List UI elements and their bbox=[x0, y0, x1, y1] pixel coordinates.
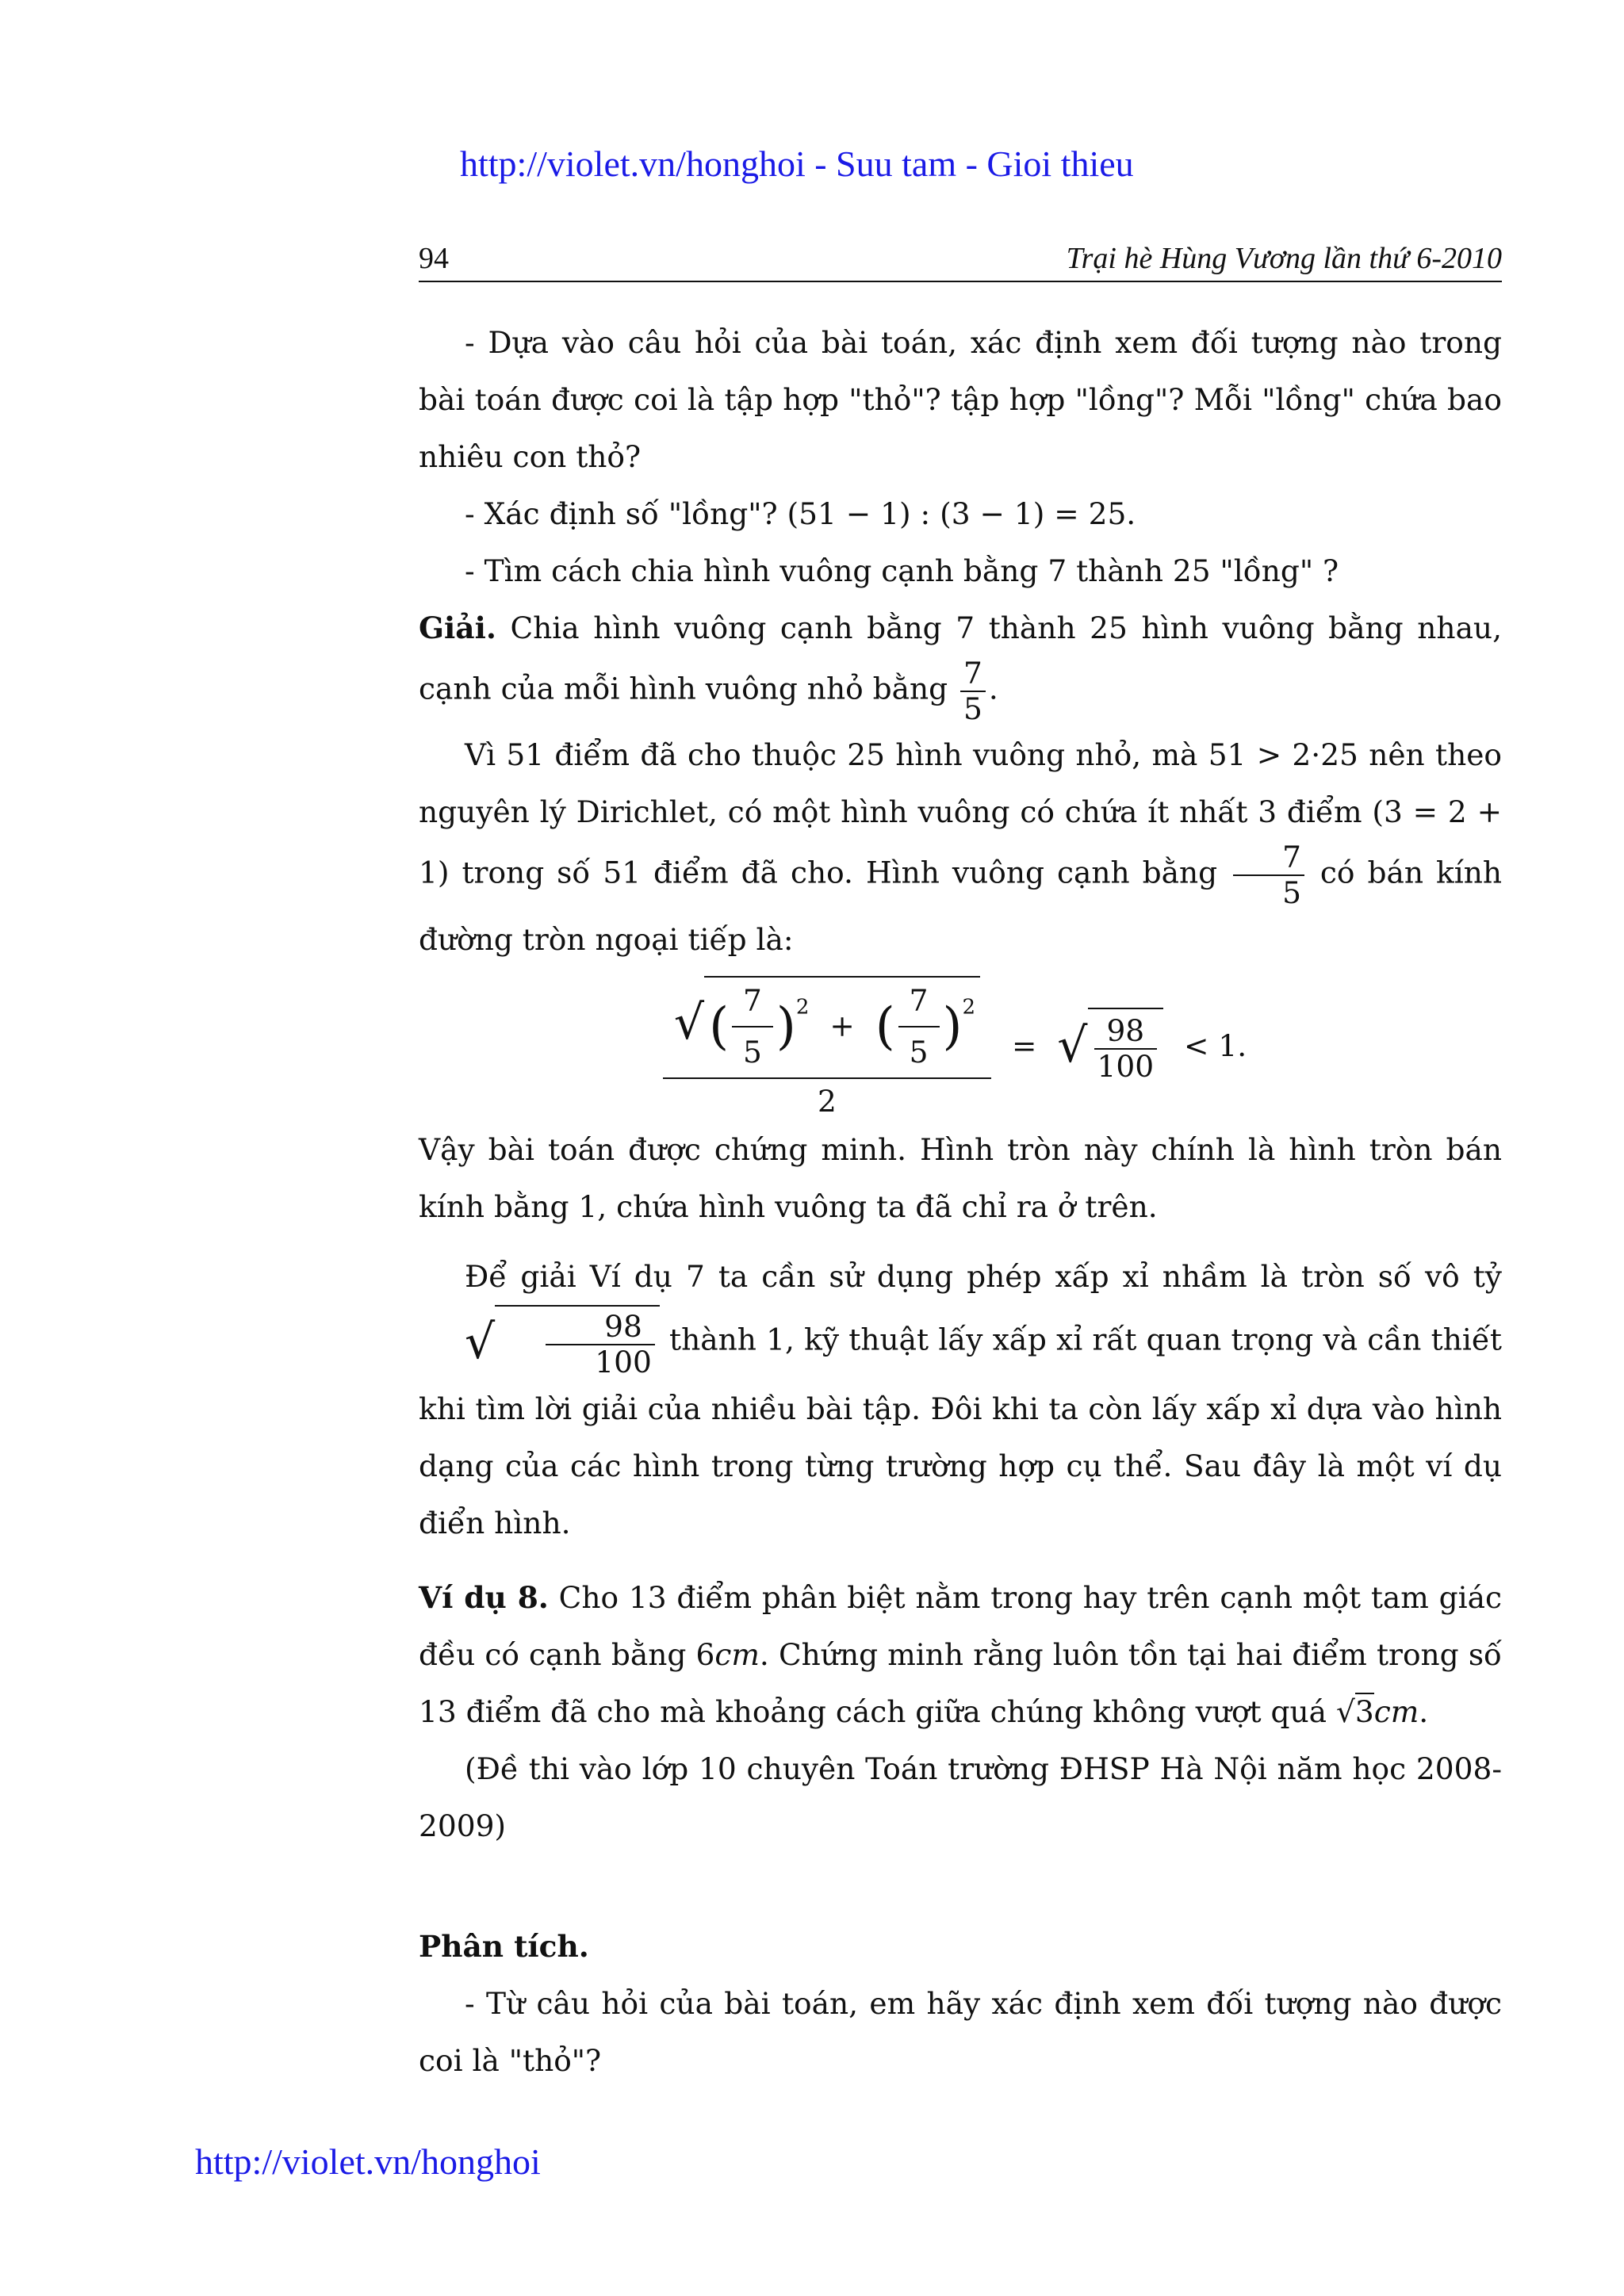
fraction-seven-fifths: $\frac{7}{5}$ bbox=[960, 656, 986, 726]
sqrt-98-100: √ $\frac{98}{100}$ bbox=[419, 1305, 660, 1380]
running-header bbox=[419, 239, 1502, 282]
formula-tail: < 1. bbox=[1184, 1027, 1247, 1063]
paragraph-solution: Giải. Chia hình vuông cạnh bằng 7 thành 25 hình vuông bằng nhau, cạnh của mỗi hình vuông nhỏ bằng $\frac{7}{5}$ . bbox=[419, 610, 1502, 727]
paragraph-example-8: Ví dụ 8. Cho 13 điểm phân biệt nằm trong hay trên cạnh một tam giác đều có cạnh bằng 6cm. Chứng minh rằng luôn tồn tại hai điểm trong số 13 điểm đã cho mà khoảng cách giữa chúng không vượt quá √3cm. bbox=[419, 1579, 1503, 1729]
paragraph-analysis-step-1: - Dựa vào câu hỏi của bài toán, xác định xem đối tượng nào trong bài toán được coi là tập hợp "thỏ"? tập hợp "lồng"? Mỗi "lồng" chứa bao nhiêu con thỏ? bbox=[419, 325, 1502, 474]
formula-sqrt: √( $\frac{7}{5}$ )$^2$ + ( $\frac{7}{5}$ )$^2$ bbox=[674, 976, 980, 1070]
display-formula bbox=[419, 976, 1502, 1117]
example-label: Ví dụ 8. bbox=[419, 1579, 549, 1615]
paragraph-conclusion: Vậy bài toán được chứng minh. Hình tròn này chính là hình tròn bán kính bằng 1, chứa hình vuông ta đã chỉ ra ở trên. bbox=[419, 1132, 1502, 1225]
running-title: Trại hè Hùng Vương lần thứ 6-2010 bbox=[1066, 242, 1502, 275]
fraction-seven-fifths-2: $\frac{7}{5}$ bbox=[1233, 840, 1304, 910]
formula-sqrt-ratio: √ $\frac{98}{100}$ bbox=[1057, 1008, 1163, 1084]
paragraph-dirichlet: Vì 51 điểm đã cho thuộc 25 hình vuông nhỏ, mà 51 > 2·25 nên theo nguyên lý Dirichlet, có một hình vuông có chứa ít nhất 3 điểm (3 = 2 + 1) trong số 51 điểm đã cho. Hình vuông cạnh bằng $\frac{7}{5}$ có bán kính đường tròn ngoại tiếp là: bbox=[419, 737, 1502, 957]
watermark-top-link[interactable]: http://violet.vn/honghoi - Suu tam - Gioi thieu bbox=[460, 144, 1134, 184]
formula-left-fraction: √( $\frac{7}{5}$ )$^2$ + ( $\frac{7}{5}$ )$^2$ 2 bbox=[663, 976, 991, 1117]
paragraph-source: (Đề thi vào lớp 10 chuyên Toán trường ĐHSP Hà Nội năm học 2008-2009) bbox=[419, 1751, 1502, 1843]
paragraph-approximation: Để giải Ví dụ 7 ta cần sử dụng phép xấp xỉ nhầm là tròn số vô tỷ √ $\frac{98}{100}$ thành 1, kỹ thuật lấy xấp xỉ rất quan trọng và cần thiết khi tìm lời giải của nhiều bài tập. Đôi khi ta còn lấy xấp xỉ dựa vào hình dạng của các hình trong từng trường hợp cụ thể. Sau đây là một ví dụ điển hình. bbox=[419, 1259, 1502, 1540]
paragraph-analysis-question: - Từ câu hỏi của bài toán, em hãy xác định xem đối tượng nào được coi là "thỏ"? bbox=[419, 1985, 1502, 2078]
watermark-bottom-link[interactable]: http://violet.vn/honghoi bbox=[195, 2141, 541, 2182]
page-number: 94 bbox=[419, 242, 449, 275]
paragraph-analysis-step-2: - Xác định số "lồng"? (51 − 1) : (3 − 1) = 25. bbox=[465, 496, 1136, 531]
analysis-heading: Phân tích. bbox=[419, 1928, 589, 1964]
formula-equals: = bbox=[1011, 1027, 1037, 1063]
page-body bbox=[419, 314, 1502, 2089]
solution-text: Chia hình vuông cạnh bằng 7 thành 25 hình vuông bằng nhau, cạnh của mỗi hình vuông nhỏ bằng bbox=[419, 610, 1502, 706]
solution-label: Giải. bbox=[419, 610, 496, 645]
paragraph-analysis-step-3: - Tìm cách chia hình vuông cạnh bằng 7 thành 25 "lồng" ? bbox=[465, 553, 1339, 588]
